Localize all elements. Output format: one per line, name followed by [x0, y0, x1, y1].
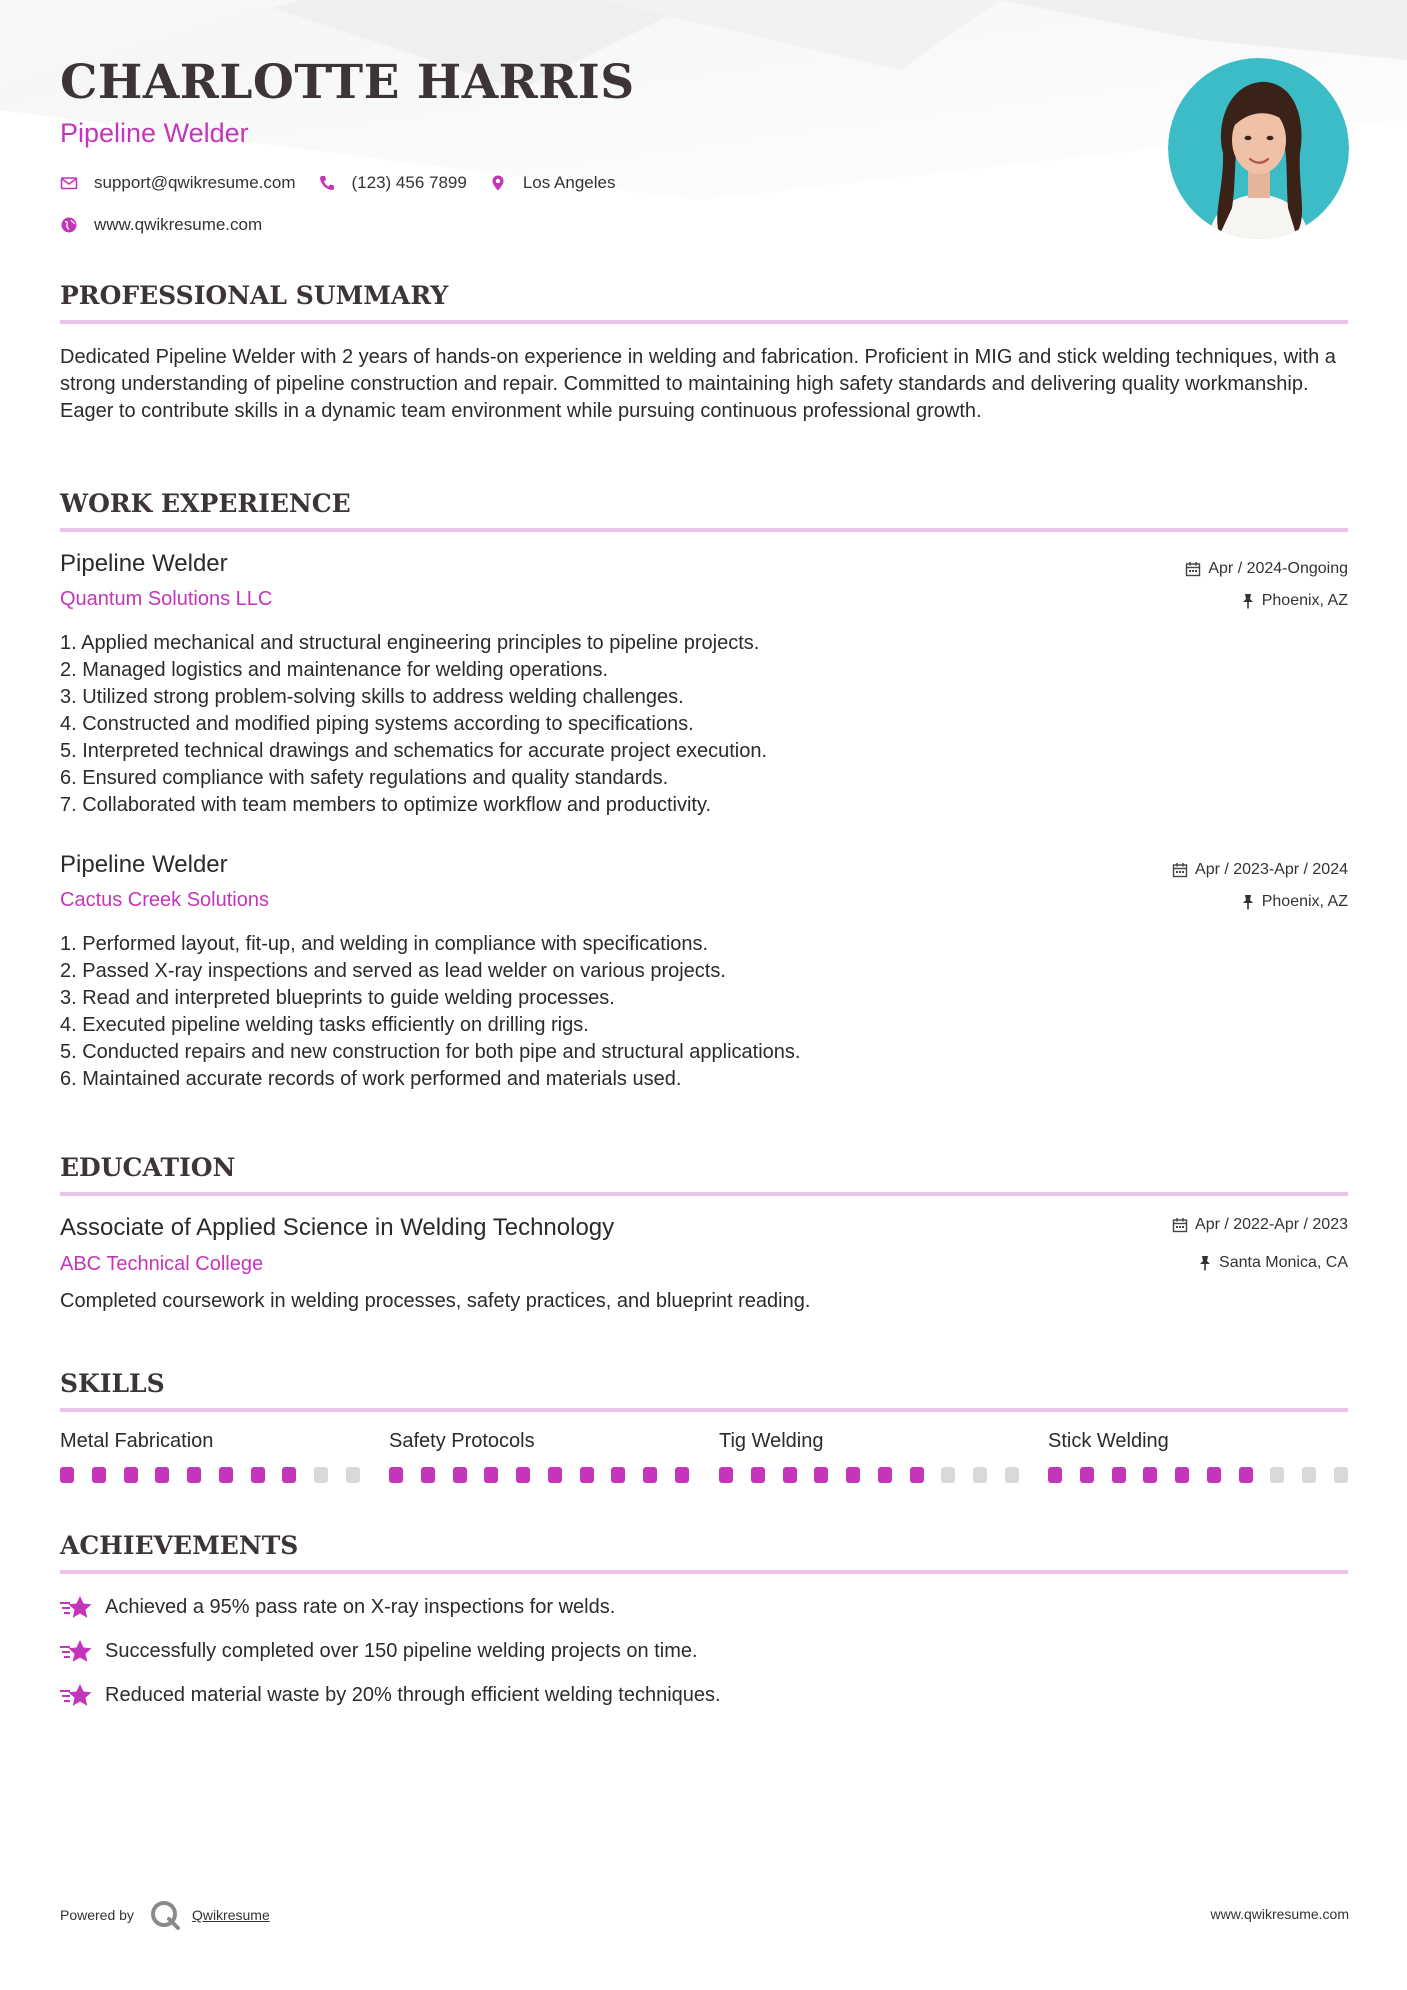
phone-icon — [318, 174, 336, 192]
star-icon — [60, 1638, 93, 1664]
website-row — [60, 215, 284, 235]
footer-website-link[interactable]: www.qwikresume.com — [1210, 1906, 1349, 1922]
skill-dot-filled — [1239, 1467, 1253, 1483]
job-responsibilities — [60, 931, 800, 1093]
education-dates — [1172, 1216, 1348, 1234]
skill-dot-filled — [1048, 1467, 1062, 1483]
job-location-text: Phoenix, AZ — [1261, 592, 1348, 609]
skill-dot-filled — [484, 1467, 498, 1483]
skill-name: Metal Fabrication — [60, 1430, 214, 1452]
skill-rating — [1048, 1467, 1348, 1483]
achievement-text: Reduced material waste by 20% through efficient welding techniques. — [105, 1683, 721, 1706]
skill-rating — [389, 1467, 689, 1483]
skill-dot-empty — [941, 1467, 955, 1483]
list-item: 2. Passed X-ray inspections and served as lead welder on various projects. — [60, 960, 726, 982]
list-item: 5. Interpreted technical drawings and schematics for accurate project execution. — [60, 740, 768, 762]
skill-dot-filled — [187, 1467, 201, 1483]
skill-dot-filled — [910, 1467, 924, 1483]
skill-dot-filled — [878, 1467, 892, 1483]
skill-rating — [60, 1467, 360, 1483]
skill-dot-filled — [1143, 1467, 1157, 1483]
skills-heading: SKILLS — [60, 1369, 165, 1398]
skill-dot-filled — [92, 1467, 106, 1483]
powered-by-text: Powered by — [60, 1907, 134, 1923]
candidate-name: CHARLOTTE HARRIS — [60, 55, 635, 110]
section-divider — [60, 1570, 1348, 1574]
skill-dot-filled — [580, 1467, 594, 1483]
pushpin-icon — [1241, 894, 1255, 910]
skill-dot-filled — [846, 1467, 860, 1483]
star-icon — [60, 1682, 93, 1708]
footer-powered-by — [60, 1898, 270, 1932]
job-responsibilities — [60, 630, 767, 819]
job-title: Pipeline Welder — [60, 550, 228, 577]
list-item: 4. Executed pipeline welding tasks efficiently on drilling rigs. — [60, 1014, 589, 1036]
skill-dot-filled — [1175, 1467, 1189, 1483]
section-divider — [60, 1192, 1348, 1196]
skill-item — [719, 1430, 1019, 1483]
summary-text: Dedicated Pipeline Welder with 2 years of hands-on experience in welding and fabrication. Proficient in MIG and stick welding techniques, with a strong understanding of pipeline construction and repair. Committed to maintaining high safety standards and delivering quality workmanship. Eager to contribute skills in a dynamic team environment while pursuing continuous professional growth. — [60, 346, 1336, 422]
achievement-item — [60, 1682, 721, 1708]
list-item: 4. Constructed and modified piping systems according to specifications. — [60, 713, 694, 735]
education-location — [1198, 1254, 1348, 1272]
skill-name: Safety Protocols — [389, 1430, 535, 1452]
skill-dot-filled — [1207, 1467, 1221, 1483]
list-item: 1. Performed layout, fit-up, and welding in compliance with specifications. — [60, 933, 709, 955]
skill-dot-filled — [219, 1467, 233, 1483]
skill-dot-filled — [643, 1467, 657, 1483]
list-item: 6. Ensured compliance with safety regulations and quality standards. — [60, 767, 669, 789]
phone-text: (123) 456 7899 — [351, 173, 467, 192]
email-text[interactable]: support@qwikresume.com — [94, 173, 296, 192]
education-dates-text: Apr / 2022-Apr / 2023 — [1195, 1216, 1348, 1233]
education-heading: EDUCATION — [60, 1153, 236, 1182]
skill-dot-filled — [675, 1467, 689, 1483]
job-dates-text: Apr / 2024-Ongoing — [1208, 560, 1348, 577]
experience-heading: WORK EXPERIENCE — [60, 489, 351, 518]
job-location-text: Phoenix, AZ — [1261, 893, 1348, 910]
list-item: 6. Maintained accurate records of work performed and materials used. — [60, 1068, 682, 1090]
education-location-text: Santa Monica, CA — [1219, 1254, 1348, 1271]
skill-dot-empty — [973, 1467, 987, 1483]
skill-item — [389, 1430, 689, 1483]
skill-dot-filled — [719, 1467, 733, 1483]
skill-dot-filled — [389, 1467, 403, 1483]
achievement-item — [60, 1638, 698, 1664]
summary-heading: PROFESSIONAL SUMMARY — [60, 281, 449, 310]
job-dates-text: Apr / 2023-Apr / 2024 — [1195, 861, 1348, 878]
list-item: 3. Utilized strong problem-solving skills to address welding challenges. — [60, 686, 684, 708]
skill-name: Tig Welding — [719, 1430, 824, 1452]
skill-name: Stick Welding — [1048, 1430, 1169, 1452]
list-item: 3. Read and interpreted blueprints to guide welding processes. — [60, 987, 615, 1009]
achievement-text: Achieved a 95% pass rate on X-ray inspections for welds. — [105, 1595, 616, 1618]
skill-dot-filled — [1112, 1467, 1126, 1483]
skill-dot-filled — [453, 1467, 467, 1483]
skill-dot-filled — [282, 1467, 296, 1483]
pushpin-icon — [1241, 593, 1255, 609]
skill-dot-empty — [1005, 1467, 1019, 1483]
skill-rating — [719, 1467, 1019, 1483]
school-name: ABC Technical College — [60, 1253, 264, 1275]
calendar-icon — [1172, 1217, 1188, 1233]
achievement-item — [60, 1594, 615, 1620]
skill-dot-filled — [548, 1467, 562, 1483]
skill-dot-filled — [751, 1467, 765, 1483]
skill-dot-filled — [814, 1467, 828, 1483]
candidate-title: Pipeline Welder — [60, 118, 249, 148]
star-icon — [60, 1594, 93, 1620]
job-location — [1241, 592, 1348, 610]
section-divider — [60, 1408, 1348, 1412]
skill-dot-filled — [421, 1467, 435, 1483]
skill-dot-filled — [155, 1467, 169, 1483]
calendar-icon — [1172, 862, 1188, 878]
skill-item — [60, 1430, 360, 1483]
job-dates — [1185, 560, 1348, 578]
list-item: 5. Conducted repairs and new construction for both pipe and structural applications. — [60, 1041, 801, 1063]
achievement-text: Successfully completed over 150 pipeline welding projects on time. — [105, 1639, 698, 1662]
calendar-icon — [1185, 561, 1201, 577]
job-location — [1241, 893, 1348, 911]
section-divider — [60, 528, 1348, 532]
skill-dot-filled — [783, 1467, 797, 1483]
qwikresume-logo-icon — [148, 1898, 182, 1932]
skill-dot-filled — [516, 1467, 530, 1483]
skill-dot-filled — [60, 1467, 74, 1483]
section-divider — [60, 320, 1348, 324]
skill-dot-filled — [1080, 1467, 1094, 1483]
job-title: Pipeline Welder — [60, 851, 228, 878]
skill-dot-filled — [611, 1467, 625, 1483]
company-name: Cactus Creek Solutions — [60, 889, 269, 911]
footer-brand-link[interactable]: Qwikresume — [191, 1907, 270, 1923]
profile-photo — [1168, 58, 1349, 239]
skill-dot-filled — [251, 1467, 265, 1483]
skill-dot-filled — [124, 1467, 138, 1483]
job-dates — [1172, 861, 1348, 879]
skill-dot-empty — [314, 1467, 328, 1483]
globe-icon — [60, 216, 78, 234]
company-name: Quantum Solutions LLC — [60, 588, 273, 610]
website-text[interactable]: www.qwikresume.com — [94, 215, 263, 234]
location-text: Los Angeles — [522, 173, 616, 192]
list-item: 2. Managed logistics and maintenance for welding operations. — [60, 659, 609, 681]
skill-dot-empty — [346, 1467, 360, 1483]
contact-row — [60, 173, 637, 193]
education-description: Completed coursework in welding processes, safety practices, and blueprint reading. — [60, 1290, 811, 1312]
skill-dot-empty — [1270, 1467, 1284, 1483]
list-item: 1. Applied mechanical and structural engineering principles to pipeline projects. — [60, 632, 760, 654]
pushpin-icon — [1198, 1255, 1212, 1271]
achievements-heading: ACHIEVEMENTS — [60, 1531, 299, 1560]
skill-item — [1048, 1430, 1348, 1483]
email-icon — [60, 174, 78, 192]
degree-title: Associate of Applied Science in Welding Technology — [60, 1214, 615, 1241]
location-pin-icon — [489, 174, 507, 192]
skill-dot-empty — [1334, 1467, 1348, 1483]
list-item: 7. Collaborated with team members to optimize workflow and productivity. — [60, 794, 712, 816]
skill-dot-empty — [1302, 1467, 1316, 1483]
